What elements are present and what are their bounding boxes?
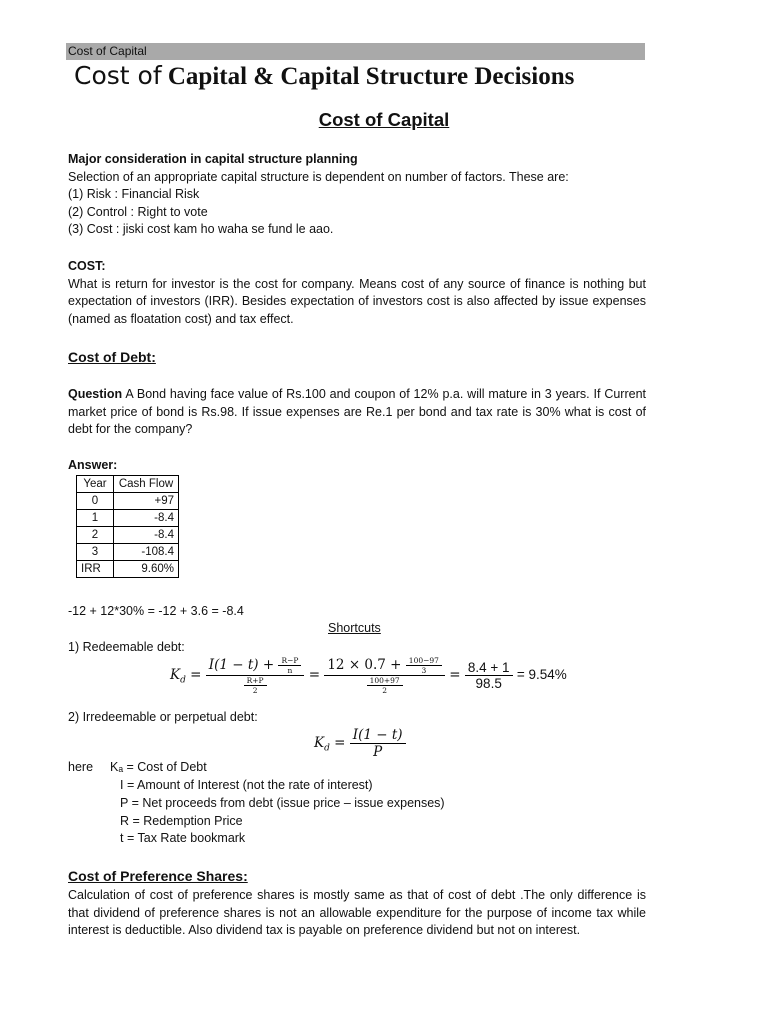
fraction-numerator <box>350 727 406 744</box>
redeemable-label: 1) Redeemable debt: <box>68 640 185 654</box>
inner-numerator: R+P <box>244 676 267 686</box>
table-cell-cash-flow: -8.4 <box>114 527 179 544</box>
cost-heading: COST: <box>68 259 106 273</box>
table-header-row <box>77 476 179 493</box>
fraction-numerator <box>206 656 305 676</box>
table-cell-year: IRR <box>77 561 114 578</box>
shortcuts-label: Shortcuts <box>328 621 381 635</box>
numerator-text: I(1 − t) <box>352 727 403 743</box>
cash-flow-table <box>76 475 179 578</box>
denominator-text: P <box>373 744 383 760</box>
planning-block <box>68 151 646 239</box>
equals-sign: = <box>334 735 346 751</box>
table-row <box>77 493 179 510</box>
table-cell-cash-flow: +97 <box>114 493 179 510</box>
cost-body: What is return for investor is the cost for company. Means cost of any source of finance is nothing but expectation of investors (IRR). Besides expectation of investors cost is also affected by issue expenses (named as floatation cost) and tax effect. <box>68 276 646 326</box>
question-paragraph <box>68 386 646 439</box>
formula-result: = 9.54% <box>516 667 567 682</box>
legend-item: I = Amount of Interest (not the rate of interest) <box>120 778 373 792</box>
inner-numerator: 100+97 <box>367 676 403 686</box>
fraction <box>206 656 305 695</box>
cost-block <box>68 258 646 328</box>
legend-intro: here <box>68 760 94 774</box>
equals-sign: = <box>308 667 321 683</box>
fraction-numerator <box>324 656 445 676</box>
column-header-cash-flow: Cash Flow <box>114 476 179 493</box>
planning-heading: Major consideration in capital structure planning <box>68 152 358 166</box>
answer-label: Answer: <box>68 458 118 472</box>
document-title-rest: Capital & Capital Structure Decisions <box>161 63 575 90</box>
fraction <box>324 656 445 695</box>
inner-fraction <box>278 656 301 675</box>
table-row <box>77 527 179 544</box>
table-cell-year: 3 <box>77 544 114 561</box>
formula-lhs-subscript: d <box>180 675 186 686</box>
fraction <box>465 660 513 691</box>
table-cell-cash-flow: -108.4 <box>114 544 179 561</box>
legend-item: t = Tax Rate bookmark <box>120 831 246 845</box>
planning-item: (1) Risk : Financial Risk <box>68 187 200 202</box>
running-header-text: Cost of Capital <box>68 44 147 58</box>
redeemable-formula <box>170 656 567 695</box>
preference-block <box>68 887 646 940</box>
section-title: Cost of Capital <box>318 109 450 130</box>
inner-numerator: R−P <box>278 656 301 666</box>
table-cell-cash-flow: 9.60% <box>114 561 179 578</box>
inner-fraction <box>244 676 267 695</box>
numerator-text: I(1 − t) + <box>208 657 275 673</box>
calc-line: -12 + 12*30% = -12 + 3.6 = -8.4 <box>68 604 244 618</box>
fraction-numerator: 8.4 + 1 <box>465 660 513 676</box>
formula-lhs-subscript: d <box>324 743 330 754</box>
table-cell-year: 2 <box>77 527 114 544</box>
inner-denominator: 3 <box>421 666 427 675</box>
inner-fraction <box>367 676 403 695</box>
table-row <box>77 510 179 527</box>
legend-item: R = Redemption Price <box>120 814 243 828</box>
question-block <box>68 386 646 439</box>
fraction <box>350 727 406 760</box>
planning-item: (2) Control : Right to vote <box>68 204 208 219</box>
inner-denominator: 2 <box>252 686 258 695</box>
inner-fraction <box>406 656 442 675</box>
question-label: Question <box>68 387 123 401</box>
legend-item: P = Net proceeds from debt (issue price – issue expenses) <box>120 796 445 810</box>
inner-numerator: 100−97 <box>406 656 442 666</box>
document-title <box>74 61 574 91</box>
equals-sign: = <box>449 667 461 683</box>
preference-body: Calculation of cost of preference shares is mostly same as that of cost of debt .The only difference is that dividend of preference shares is not an allowable expenditure for the purpose of income tax while interest is deductible. Also dividend tax is payable on preference dividend but not on interest. <box>68 888 646 938</box>
legend-item: Kₐ = Cost of Debt <box>110 760 207 774</box>
column-header-year: Year <box>77 476 114 493</box>
table-cell-year: 0 <box>77 493 114 510</box>
table-row <box>77 544 179 561</box>
table-cell-year: 1 <box>77 510 114 527</box>
irredeemable-label: 2) Irredeemable or perpetual debt: <box>68 710 258 724</box>
fraction-denominator <box>350 744 406 760</box>
running-header <box>66 43 645 60</box>
inner-denominator: 2 <box>382 686 388 695</box>
fraction-denominator: 98.5 <box>475 676 502 691</box>
formula-lhs: K <box>170 667 181 683</box>
cost-of-debt-heading: Cost of Debt: <box>68 349 156 365</box>
fraction-denominator <box>206 676 305 695</box>
fraction-denominator <box>324 676 445 695</box>
numerator-text: 12 × 0.7 + <box>327 657 402 673</box>
document-title-lead: Cost of <box>74 61 162 90</box>
formula-lhs: K <box>314 735 325 751</box>
inner-denominator: n <box>287 666 293 675</box>
irredeemable-formula <box>314 727 406 760</box>
preference-heading: Cost of Preference Shares: <box>68 868 248 884</box>
planning-intro: Selection of an appropriate capital structure is dependent on number of factors. These are: <box>68 169 569 184</box>
planning-item: (3) Cost : jiski cost kam ho waha se fund le aao. <box>68 222 334 237</box>
table-row <box>77 561 179 578</box>
question-text: A Bond having face value of Rs.100 and coupon of 12% p.a. will mature in 3 years. If Current market price of bond is Rs.98. If issue expenses are Re.1 per bond and tax rate is 30% what is cost of debt for the company? <box>68 387 646 437</box>
table-cell-cash-flow: -8.4 <box>114 510 179 527</box>
equals-sign: = <box>190 667 202 683</box>
